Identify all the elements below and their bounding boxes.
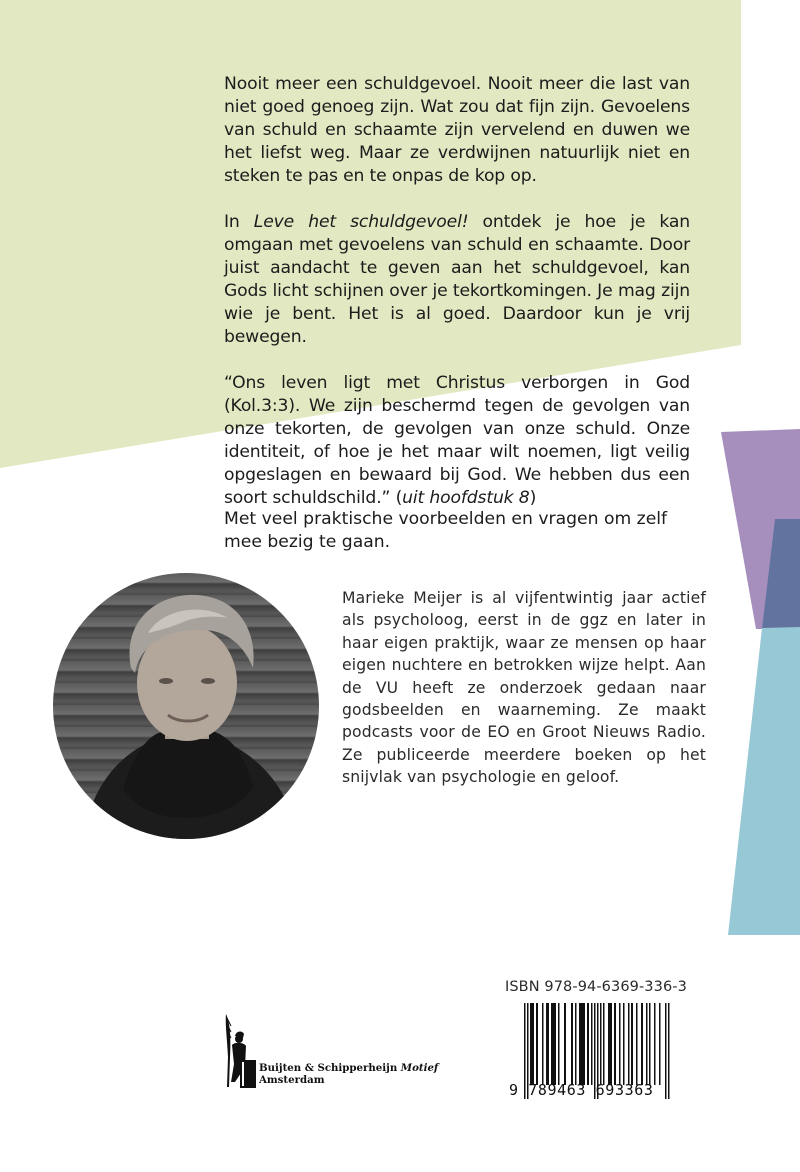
publisher-name-main: Buijten & Schipperheijn: [259, 1062, 401, 1074]
author-bio: Marieke Meijer is al vijfentwintig jaar actief als psycholoog, eerst in de ggz en later in haar eigen praktijk, waar ze mensen op haar eigen nuchtere en betrokken wijze helpt. Aan de VU heeft ze onderzoek gedaan naar godsbeelden en waarneming. Ze maakt podcasts voor de EO en Groot Nieuws Radio. Ze publiceerde meerdere boeken op het snijvlak van psychologie en geloof.: [342, 589, 706, 787]
publisher-imprint: [222, 1012, 462, 1092]
paragraph-2-suffix: ontdek je hoe je kan omgaan met gevoelens van schuld en schaamte. Door juist aandacht te geven aan het schuldgevoel, kan Gods licht schijnen over je tekortkomingen. Je mag zijn wie je bent. Het is al goed. Daardoor kun je vrij bewegen.: [224, 212, 690, 347]
blurb: [224, 73, 690, 533]
paragraph-2-prefix: In: [224, 212, 254, 232]
blurb-quote: [224, 372, 690, 510]
closing-line: Met veel praktische voorbeelden en vragen om zelf mee bezig te gaan.: [224, 509, 668, 552]
quote-text: “Ons leven ligt met Christus verborgen in God (Kol.3:3). We zijn beschermd tegen de gevolgen van onze tekorten, de gevolgen van onze schuld. Onze identiteit, of hoe je het maar wilt noemen, ligt veilig opgeslagen en bewaard bij God. We hebben dus een soort schuldschild.” (: [224, 373, 690, 508]
publisher-name-italic: Motief: [400, 1062, 439, 1074]
blurb-paragraph-2: [224, 211, 690, 349]
author-photo: [53, 573, 319, 839]
quote-source: uit hoofdstuk 8: [402, 488, 530, 508]
knight-with-lance-logo-icon: [222, 1012, 258, 1090]
publisher-name: [259, 1062, 438, 1086]
author-portrait-illustration: [53, 573, 319, 839]
isbn-label: ISBN 978-94-6369-336-3: [505, 979, 687, 995]
blurb-paragraph-1: Nooit meer een schuldgevoel. Nooit meer die last van niet goed genoeg zijn. Wat zou dat fijn zijn. Gevoelens van schuld en schaamte zijn vervelend en duwen we het liefst weg. Maar ze verdwijnen natuurlijk niet en steken te pas en te onpas de kop op.: [224, 74, 690, 186]
barcode-digits: 9 789463 693363: [509, 1081, 654, 1099]
publisher-city: Amsterdam: [259, 1074, 325, 1086]
book-title-italic: Leve het schuldgevoel!: [253, 212, 469, 232]
quote-close: ): [529, 488, 537, 508]
